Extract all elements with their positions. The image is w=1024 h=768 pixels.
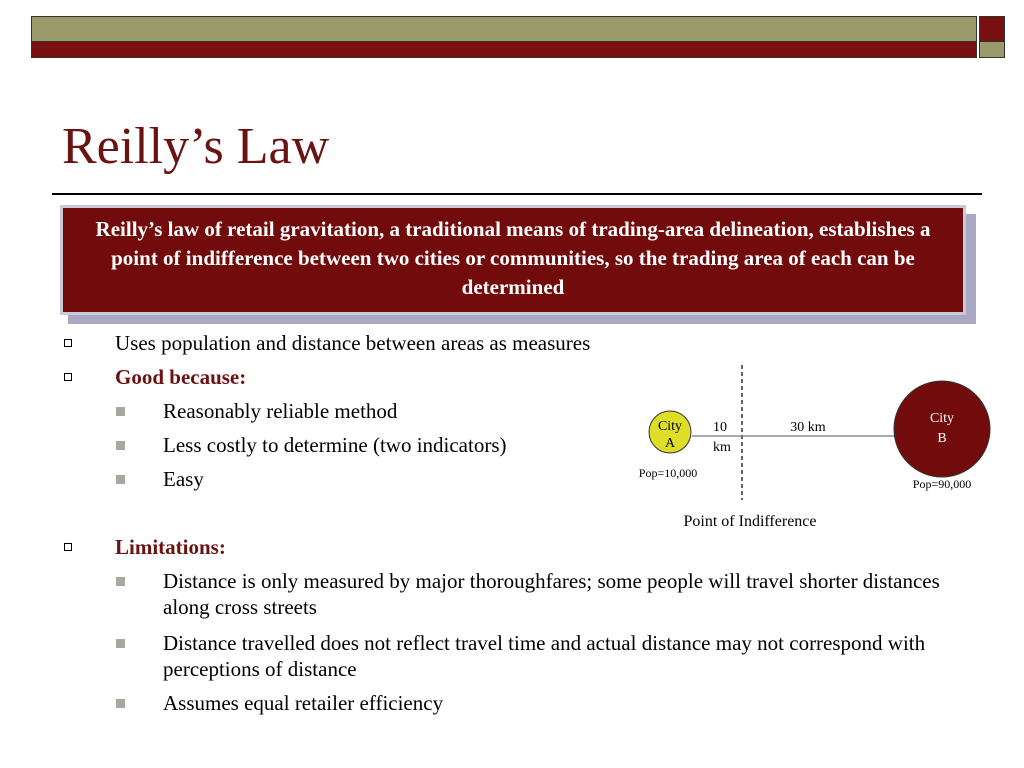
distance-a-label: km: [713, 440, 731, 455]
sub-bullet-item: Distance is only measured by major thoroughfares; some people will travel shorter distances along cross streets: [60, 568, 950, 620]
title-divider: [52, 193, 982, 195]
distance-a-label: 10: [713, 420, 727, 435]
city-a-population: Pop=10,000: [638, 466, 698, 480]
city-a-label: City: [657, 419, 683, 434]
sub-bullet-item: Distance travelled does not reflect travel time and actual distance may not correspond with perceptions of distance: [60, 630, 950, 682]
sub-bullet-item: Less costly to determine (two indicators): [60, 432, 950, 458]
definition-callout: Reilly’s law of retail gravitation, a traditional means of trading-area delineation, establishes a point of indifference between two cities or communities, so the trading area of each can be determined: [60, 205, 966, 315]
sub-bullet-item: Easy: [60, 466, 950, 492]
filled-square-bullet-icon: [116, 699, 125, 708]
filled-square-bullet-icon: [116, 639, 125, 648]
filled-square-bullet-icon: [116, 475, 125, 484]
reilly-diagram: [620, 360, 1000, 540]
city-b-label: B: [937, 431, 947, 446]
hollow-square-bullet-icon: [64, 373, 72, 381]
city-b-circle: [894, 381, 990, 477]
sub-bullet-item: Reasonably reliable method: [60, 398, 950, 424]
hollow-square-bullet-icon: [64, 543, 72, 551]
distance-b-label: 30 km: [790, 420, 826, 435]
filled-square-bullet-icon: [116, 441, 125, 450]
city-b-label: City: [929, 411, 955, 426]
filled-square-bullet-icon: [116, 407, 125, 416]
bullet-item-limitations: Limitations:: [60, 534, 950, 560]
city-b-population: Pop=90,000: [912, 477, 972, 491]
header-square-maroon: [979, 16, 1005, 42]
bullet-item: Uses population and distance between areas as measures: [60, 330, 950, 356]
sub-bullet-item: Assumes equal retailer efficiency: [60, 690, 950, 716]
header-bar-maroon: [31, 42, 977, 58]
bullet-item-good: Good because:: [60, 364, 950, 390]
city-a-label: A: [664, 436, 676, 451]
indifference-label: Point of Indifference: [683, 513, 817, 530]
header-bar-olive: [31, 16, 977, 42]
slide-title: Reilly’s Law: [62, 118, 330, 175]
filled-square-bullet-icon: [116, 577, 125, 586]
hollow-square-bullet-icon: [64, 339, 72, 347]
header-square-olive: [979, 42, 1005, 58]
